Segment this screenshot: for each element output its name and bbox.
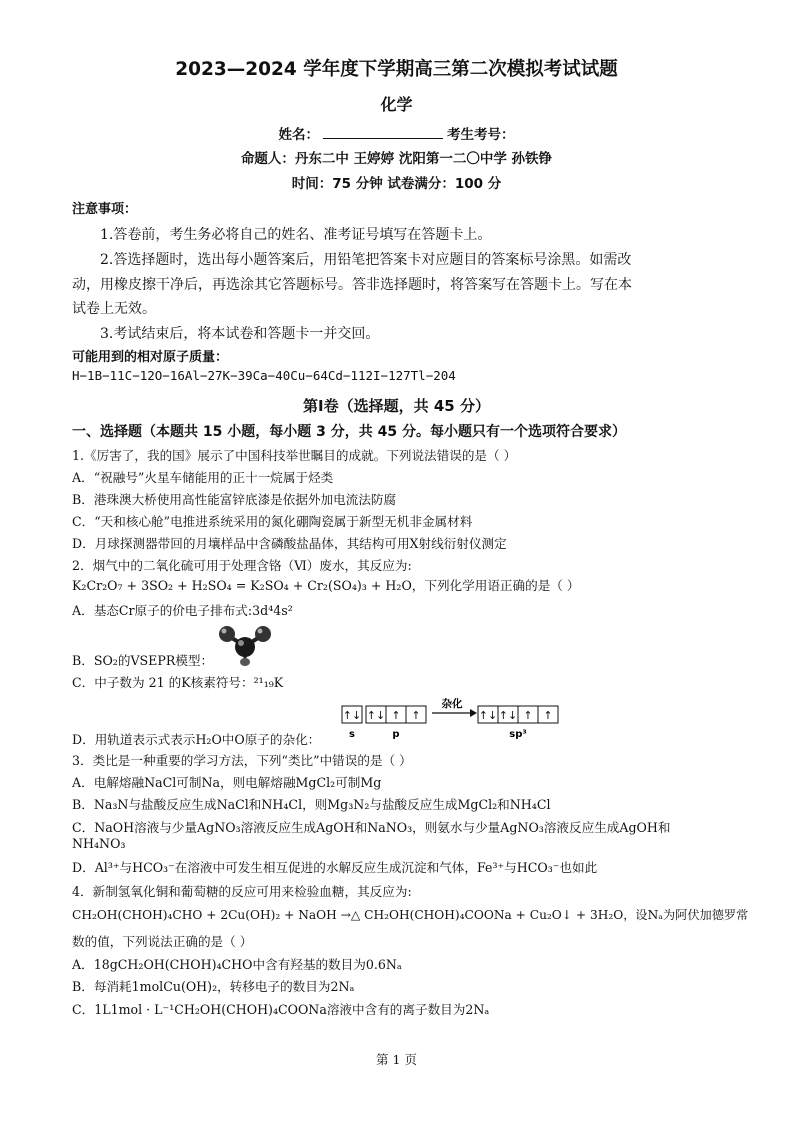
orbital-s-label: s [349,729,355,740]
q4-option-a: A．18gCH₂OH(CHOH)₄CHO中含有羟基的数目为0.6Nₐ [72,957,402,972]
q1-option-c: C．“天和核心舱”电推进系统采用的氮化硼陶瓷属于新型无机非金属材料 [72,514,473,529]
atomic-mass-values: H−1B−11C−12O−16Al−27K−39Ca−40Cu−64Cd−112I−127Tl−204 [72,368,456,383]
orbital-sp3-label: sp³ [509,729,527,740]
q3-option-d: D．Al³⁺与HCO₃⁻在溶液中可发生相互促进的水解反应生成沉淀和气体，Fe³⁺与HCO₃⁻也如此 [72,860,598,875]
q2-stem: 2．烟气中的二氧化硫可用于处理含铬（Ⅵ）废水，其反应为: [72,558,412,573]
svg-text:↑↓: ↑↓ [498,709,518,722]
subject-label: 化学 [380,95,413,114]
q3-option-b: B．Na₃N与盐酸反应生成NaCl和NH₄Cl，则Mg₃N₂与盐酸反应生成MgCl₂和NH₄Cl [72,797,551,812]
time-score: 时间：75 分钟 试卷满分：100 分 [291,176,502,192]
svg-text:↑↓: ↑↓ [342,709,362,722]
q2-option-d: D．用轨道表示式表示H₂O中O原子的杂化： [72,732,321,747]
svg-text:↑↓: ↑↓ [478,709,498,722]
id-label: 考生考号： [447,127,515,143]
q2-equation: K₂Cr₂O₇ + 3SO₂ + H₂SO₄ = K₂SO₄ + Cr₂(SO₄)₃ + H₂O，下列化学用语正确的是（ ） [72,578,580,593]
svg-text:↑: ↑ [411,709,421,722]
q4-stem: 4．新制氢氧化铜和葡萄糖的反应可用来检验血糖，其反应为: [72,884,412,899]
q4-option-b: B．每消耗1molCu(OH)₂，转移电子的数目为2Nₐ [72,979,355,994]
q1-option-d: D．月球探测器带回的月壤样品中含磷酸盐晶体，其结构可用X射线衍射仪测定 [72,536,507,551]
name-label: 姓名： [278,127,319,143]
svg-text:↑: ↑ [543,709,553,722]
hybrid-label: 杂化 [441,698,463,710]
q2-option-a: A．基态Cr原子的价电子排布式:3d⁴4s² [72,603,293,618]
atomic-mass-heading: 可能用到的相对原子质量： [72,350,229,365]
name-blank [323,126,443,139]
q3-option-c-line-2: NH₄NO₃ [72,836,126,851]
notice-item-2-line-3: 试卷上无效。 [72,301,156,317]
part-one-heading: 一、选择题（本题共 15 小题，每小题 3 分，共 45 分。每小题只有一个选项符合要求） [72,424,626,440]
q1-option-b: B．港珠澳大桥使用高性能富锌底漆是依据外加电流法防腐 [72,492,397,507]
q1-option-a: A．“祝融号”火星车储能用的正十一烷属于烃类 [72,470,334,485]
q2-option-c: C．中子数为 21 的K核素符号：²¹₁₉K [72,675,284,690]
q2-option-b: B．SO₂的VSEPR模型： [72,653,214,668]
q4-equation: CH₂OH(CHOH)₄CHO + 2Cu(OH)₂ + NaOH →△ CH₂OH(CHOH)₄COONa + Cu₂O↓ + 3H₂O，设Nₐ为阿伏加德罗常 [72,908,749,922]
notice-item-2-line-2: 动，用橡皮擦干净后，再选涂其它答题标号。答非选择题时，将答案写在答题卡上。写在本 [72,277,632,293]
svg-text:↑: ↑ [391,709,401,722]
svg-text:↑↓: ↑↓ [366,709,386,722]
orbital-p-label: p [392,729,400,740]
q3-stem: 3．类比是一种重要的学习方法，下列“类比”中错误的是（ ） [72,753,412,768]
section-title: 第Ⅰ卷（选择题，共 45 分） [303,397,490,415]
notice-item-2-line-1: 2.答选择题时，选出每小题答案后，用铅笔把答案卡对应题目的答案标号涂黑。如需改 [100,252,632,268]
q4-stem-continued: 数的值，下列说法正确的是（ ） [72,934,253,949]
q4-option-c: C．1L1mol · L⁻¹CH₂OH(CHOH)₄COONa溶液中含有的离子数目为2Nₐ [72,1002,490,1017]
notice-item-3: 3.考试结束后，将本试卷和答题卡一并交回。 [100,326,380,342]
exam-title: 2023—2024 学年度下学期高三第二次模拟考试试题 [175,59,618,80]
notice-item-1: 1.答卷前，考生务必将自己的姓名、准考证号填写在答题卡上。 [100,227,492,243]
svg-text:↑: ↑ [523,709,533,722]
name-id-line [0,126,793,143]
q3-option-a: A．电解熔融NaCl可制Na，则电解熔融MgCl₂可制Mg [72,775,382,790]
page-number: 第 1 页 [376,1052,417,1067]
q3-option-c-line-1: C．NaOH溶液与少量AgNO₃溶液反应生成AgOH和NaNO₃，则氨水与少量AgNO₃溶液反应生成AgOH和 [72,820,671,835]
notice-heading: 注意事项： [72,202,138,217]
authors: 命题人：丹东二中 王婷婷 沈阳第一二〇中学 孙铁铮 [240,151,553,167]
q1-stem: 1.《厉害了，我的国》展示了中国科技举世瞩目的成就。下列说法错误的是（ ） [72,448,517,463]
